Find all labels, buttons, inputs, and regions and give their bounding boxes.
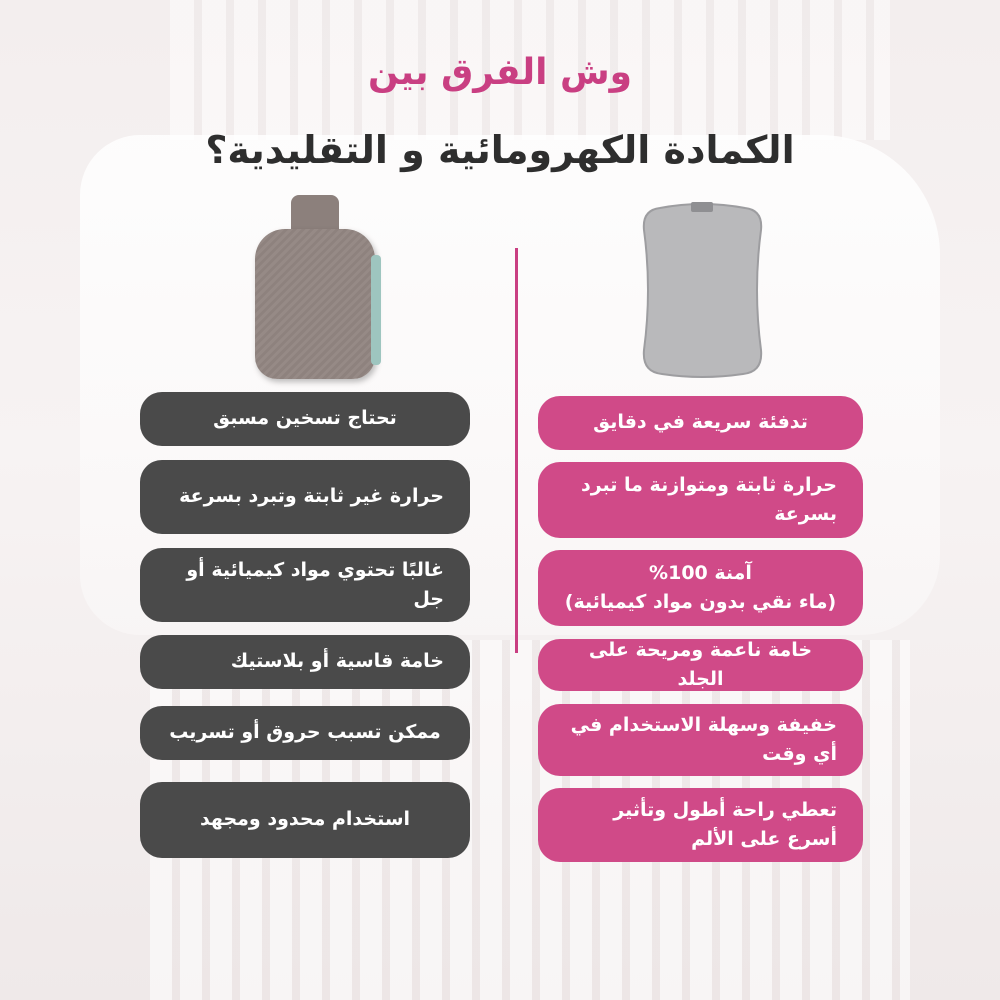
electric-bag-image (635, 200, 770, 380)
item-text: خفيفة وسهلة الاستخدام في أي وقت (570, 713, 837, 765)
traditional-item (140, 706, 470, 760)
item-text: تدفئة سريعة في دقايق (593, 411, 808, 434)
item-text: غالبًا تحتوي مواد كيميائية أو جل (186, 558, 444, 610)
traditional-item (140, 392, 470, 446)
electric-item (538, 639, 863, 691)
item-text: ممكن تسبب حروق أو تسريب (169, 721, 441, 744)
item-text: خامة قاسية أو بلاستيك (230, 650, 444, 673)
traditional-item (140, 635, 470, 689)
traditional-item (140, 460, 470, 534)
traditional-item (140, 782, 470, 858)
column-divider (515, 248, 518, 653)
item-text: استخدام محدود ومجهد (199, 808, 411, 831)
traditional-bottle-image (255, 195, 375, 385)
electric-item (538, 396, 863, 450)
item-text: تعطي راحة أطول وتأثير أسرع على الألم (613, 798, 837, 850)
electric-item (538, 462, 863, 538)
item-subtext: (ماء نقي بدون مواد كيميائية) (564, 591, 837, 613)
page-title: وش الفرق بين (367, 52, 633, 93)
electric-item (538, 788, 863, 862)
item-text: خامة ناعمة ومريحة على الجلد (588, 638, 813, 690)
item-text: آمنة 100% (649, 561, 752, 584)
item-text: حرارة غير ثابتة وتبرد بسرعة (179, 485, 444, 508)
traditional-item (140, 548, 470, 622)
item-text: حرارة ثابتة ومتوازنة ما تبرد بسرعة (580, 473, 837, 525)
item-text: تحتاج تسخين مسبق (213, 407, 397, 430)
electric-item (538, 550, 863, 626)
electric-item (538, 704, 863, 776)
page-subtitle: الكمادة الكهرومائية و التقليدية؟ (205, 128, 795, 172)
